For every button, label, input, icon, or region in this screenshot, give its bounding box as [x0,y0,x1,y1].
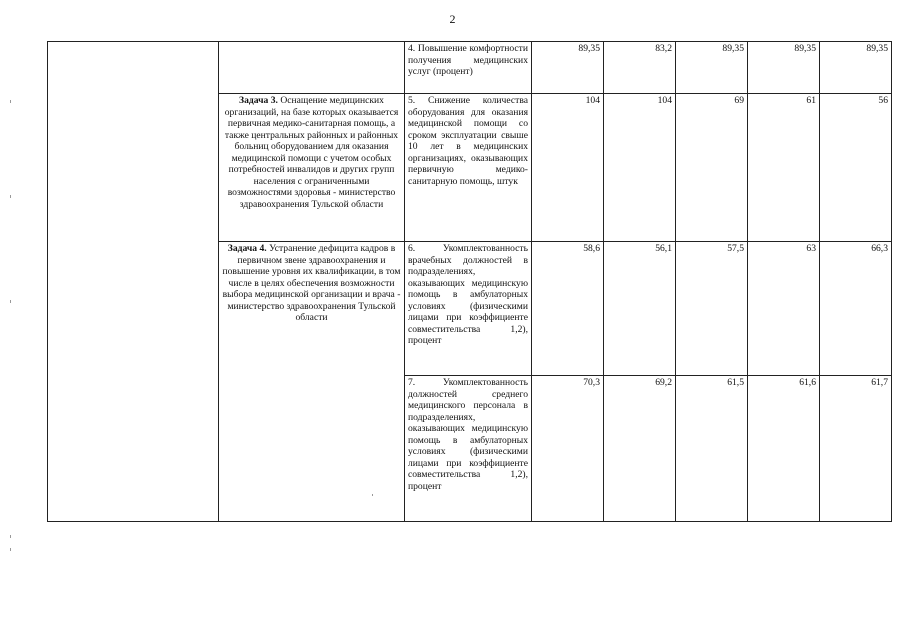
task-title: Задача 4. [227,243,267,254]
value-cell: 104 [604,94,676,242]
value-cell: 56,1 [604,242,676,376]
value-cell: 83,2 [604,42,676,94]
value-cell: 89,35 [532,42,604,94]
task-title: Задача 3. [239,95,278,106]
value-cell: 89,35 [676,42,748,94]
task-text: Оснащение медицинских организаций, на базе которых оказывается первичная медико-санитарная помощь, а также центральных районных и районных больниц оборудованием для оказания медицинской помощи с учетом особых потребностей инвалидов и других групп населения с ограниченными возможностями здоровья - министерство здравоохранения Тульской области [224,95,399,210]
scan-speck [10,548,11,551]
value-cell: 104 [532,94,604,242]
table-row [48,42,892,94]
value-cell: 61,6 [748,376,820,522]
scan-speck [10,300,11,303]
indicator-cell: 5. Снижение количества оборудования для оказания медицинской помощи со сроком эксплуатации свыше 10 лет в медицинских организациях, оказывающих первичную медико-санитарную помощь, штук [405,94,532,242]
task-cell [219,42,405,94]
page-number: 2 [449,12,456,26]
scan-speck [10,100,11,103]
scan-speck [10,535,11,538]
value-cell: 61,5 [676,376,748,522]
value-cell: 56 [820,94,892,242]
value-cell: 89,35 [820,42,892,94]
scan-speck [372,494,373,496]
value-cell: 69,2 [604,376,676,522]
scan-speck [10,195,11,198]
value-cell: 61 [748,94,820,242]
value-cell: 89,35 [748,42,820,94]
value-cell: 61,7 [820,376,892,522]
task-cell [219,242,405,522]
indicator-cell: 4. Повышение комфортности получения медицинских услуг (процент) [405,42,532,94]
task-text: Устранение дефицита кадров в первичном звене здравоохранения и повышение уровня их квалификации, в том числе в целях обеспечения возможности выбора медицинской организации и врача - министерство здравоохранения Тульской области [222,243,401,323]
value-cell: 69 [676,94,748,242]
task-cell [219,94,405,242]
indicator-cell: 6. Укомплектованность врачебных должностей в подразделениях, оказывающих медицинскую помощь в амбулаторных условиях (физическими лицами при коэффициенте совместительства 1,2), процент [405,242,532,376]
value-cell: 66,3 [820,242,892,376]
value-cell: 70,3 [532,376,604,522]
value-cell: 63 [748,242,820,376]
value-cell: 57,5 [676,242,748,376]
blank-first-column [48,42,219,522]
value-cell: 58,6 [532,242,604,376]
indicator-cell: 7. Укомплектованность должностей среднего медицинского персонала в подразделениях, оказывающих медицинскую помощь в амбулаторных условиях (физическими лицами при коэффициенте совместительства 1,2), процент [405,376,532,522]
indicator-table [47,41,892,522]
